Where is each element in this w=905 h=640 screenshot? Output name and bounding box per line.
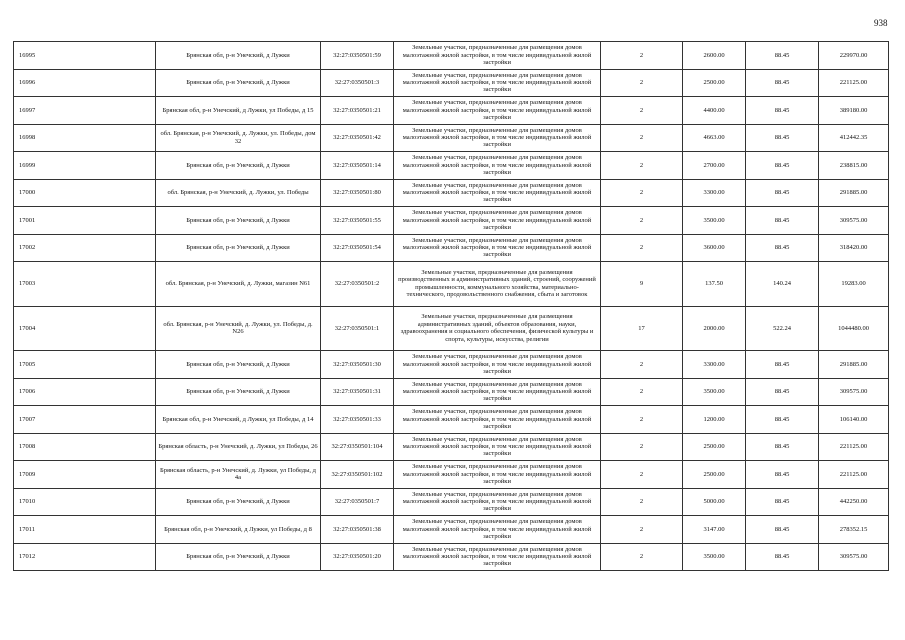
area-cell: 3147.00: [683, 516, 746, 544]
cadastral-value-cell: 221125.00: [819, 433, 889, 461]
row-number-cell: 16997: [14, 97, 156, 125]
row-number-cell: 17006: [14, 378, 156, 406]
specific-value-cell: 88.45: [746, 433, 819, 461]
table-row: [14, 207, 889, 235]
cadastral-value-cell: 221125.00: [819, 69, 889, 97]
row-number-cell: 17004: [14, 306, 156, 351]
cadastral-number-cell: 32:27:0350501:2: [321, 262, 394, 307]
cadastral-value-cell: 229970.00: [819, 42, 889, 70]
land-use-category-cell: Земельные участки, предназначенные для размещения домов малоэтажной жилой застройки, в том числе индивидуальной жилой застройки: [394, 351, 601, 379]
address-cell: Брянская обл, р-н Унечский, д Лужки, ул Победы, д 14: [156, 406, 321, 434]
cadastral-number-cell: 32:27:0350501:30: [321, 351, 394, 379]
row-number-cell: 17008: [14, 433, 156, 461]
group-number-cell: 2: [601, 543, 683, 571]
cadastral-value-cell: 291885.00: [819, 179, 889, 207]
land-use-category-cell: Земельные участки, предназначенные для размещения домов малоэтажной жилой застройки, в том числе индивидуальной жилой застройки: [394, 207, 601, 235]
cadastral-value-cell: 442250.00: [819, 488, 889, 516]
address-cell: Брянская обл, р-н Унечский, д Лужки: [156, 488, 321, 516]
cadastral-number-cell: 32:27:0350501:1: [321, 306, 394, 351]
specific-value-cell: 88.45: [746, 488, 819, 516]
group-number-cell: 2: [601, 488, 683, 516]
group-number-cell: 2: [601, 152, 683, 180]
area-cell: 3600.00: [683, 234, 746, 262]
table-row: [14, 69, 889, 97]
group-number-cell: 2: [601, 42, 683, 70]
cadastral-number-cell: 32:27:0350501:7: [321, 488, 394, 516]
address-cell: Брянская обл, р-н Унечский, д Лужки: [156, 152, 321, 180]
specific-value-cell: 88.45: [746, 543, 819, 571]
land-use-category-cell: Земельные участки, предназначенные для размещения домов малоэтажной жилой застройки, в том числе индивидуальной жилой застройки: [394, 42, 601, 70]
cadastral-value-cell: 318420.00: [819, 234, 889, 262]
cadastral-value-cell: 291885.00: [819, 351, 889, 379]
area-cell: 2500.00: [683, 461, 746, 489]
specific-value-cell: 88.45: [746, 179, 819, 207]
group-number-cell: 9: [601, 262, 683, 307]
area-cell: 3300.00: [683, 351, 746, 379]
specific-value-cell: 88.45: [746, 461, 819, 489]
table-row: [14, 179, 889, 207]
area-cell: 137.50: [683, 262, 746, 307]
row-number-cell: 17011: [14, 516, 156, 544]
specific-value-cell: 88.45: [746, 207, 819, 235]
specific-value-cell: 88.45: [746, 378, 819, 406]
land-use-category-cell: Земельные участки, предназначенные для размещения домов малоэтажной жилой застройки, в том числе индивидуальной жилой застройки: [394, 516, 601, 544]
table-row: [14, 351, 889, 379]
table-row: [14, 461, 889, 489]
cadastral-number-cell: 32:27:0350501:80: [321, 179, 394, 207]
row-number-cell: 17012: [14, 543, 156, 571]
area-cell: 2700.00: [683, 152, 746, 180]
specific-value-cell: 88.45: [746, 124, 819, 152]
table-row: [14, 42, 889, 70]
address-cell: Брянская обл, р-н Унечский, д Лужки: [156, 378, 321, 406]
address-cell: Брянская обл, р-н Унечский, д Лужки: [156, 69, 321, 97]
cadastral-number-cell: 32:27:0350501:20: [321, 543, 394, 571]
area-cell: 2000.00: [683, 306, 746, 351]
specific-value-cell: 88.45: [746, 152, 819, 180]
group-number-cell: 2: [601, 351, 683, 379]
address-cell: Брянская обл, р-н Унечский, д Лужки: [156, 42, 321, 70]
specific-value-cell: 88.45: [746, 42, 819, 70]
row-number-cell: 17003: [14, 262, 156, 307]
row-number-cell: 16995: [14, 42, 156, 70]
cadastral-value-cell: 309575.00: [819, 543, 889, 571]
specific-value-cell: 88.45: [746, 97, 819, 125]
address-cell: обл. Брянская, р-н Унечский, д. Лужки, ул. Победы, д. N26: [156, 306, 321, 351]
land-use-category-cell: Земельные участки, предназначенные для размещения домов малоэтажной жилой застройки, в том числе индивидуальной жилой застройки: [394, 234, 601, 262]
table-row: [14, 433, 889, 461]
row-number-cell: 17001: [14, 207, 156, 235]
table-row: [14, 152, 889, 180]
cadastral-value-cell: 106140.00: [819, 406, 889, 434]
table-row: [14, 543, 889, 571]
group-number-cell: 2: [601, 124, 683, 152]
area-cell: 5000.00: [683, 488, 746, 516]
address-cell: Брянская обл, р-н Унечский, д Лужки, ул Победы, д 8: [156, 516, 321, 544]
land-use-category-cell: Земельные участки, предназначенные для размещения домов малоэтажной жилой застройки, в том числе индивидуальной жилой застройки: [394, 69, 601, 97]
address-cell: Брянская обл, р-н Унечский, д Лужки: [156, 207, 321, 235]
group-number-cell: 2: [601, 207, 683, 235]
cadastral-value-cell: 309575.00: [819, 207, 889, 235]
cadastral-value-cell: 309575.00: [819, 378, 889, 406]
table-row: [14, 234, 889, 262]
address-cell: обл. Брянская, р-н Унечский, д. Лужки, ул. Победы: [156, 179, 321, 207]
group-number-cell: 2: [601, 406, 683, 434]
specific-value-cell: 88.45: [746, 516, 819, 544]
address-cell: Брянская обл, р-н Унечский, д Лужки: [156, 351, 321, 379]
address-cell: обл. Брянская, р-н Унечский, д. Лужки, магазин N61: [156, 262, 321, 307]
specific-value-cell: 522.24: [746, 306, 819, 351]
row-number-cell: 17010: [14, 488, 156, 516]
area-cell: 4663.00: [683, 124, 746, 152]
row-number-cell: 17007: [14, 406, 156, 434]
area-cell: 4400.00: [683, 97, 746, 125]
table-row: [14, 488, 889, 516]
cadastral-number-cell: 32:27:0350501:54: [321, 234, 394, 262]
row-number-cell: 17005: [14, 351, 156, 379]
table-body: [14, 42, 889, 571]
land-use-category-cell: Земельные участки, предназначенные для размещения домов малоэтажной жилой застройки, в том числе индивидуальной жилой застройки: [394, 97, 601, 125]
row-number-cell: 17000: [14, 179, 156, 207]
cadastral-number-cell: 32:27:0350501:104: [321, 433, 394, 461]
group-number-cell: 2: [601, 234, 683, 262]
cadastral-value-cell: 278352.15: [819, 516, 889, 544]
address-cell: Брянская обл, р-н Унечский, д Лужки: [156, 543, 321, 571]
area-cell: 1200.00: [683, 406, 746, 434]
area-cell: 3300.00: [683, 179, 746, 207]
land-use-category-cell: Земельные участки, предназначенные для размещения домов малоэтажной жилой застройки, в том числе индивидуальной жилой застройки: [394, 488, 601, 516]
land-use-category-cell: Земельные участки, предназначенные для размещения домов малоэтажной жилой застройки, в том числе индивидуальной жилой застройки: [394, 543, 601, 571]
table-row: [14, 406, 889, 434]
cadastral-value-table: [13, 41, 889, 571]
row-number-cell: 16998: [14, 124, 156, 152]
address-cell: Брянская обл, р-н Унечский, д Лужки: [156, 234, 321, 262]
row-number-cell: 17009: [14, 461, 156, 489]
specific-value-cell: 88.45: [746, 234, 819, 262]
cadastral-number-cell: 32:27:0350501:14: [321, 152, 394, 180]
cadastral-value-cell: 238815.00: [819, 152, 889, 180]
table-row: [14, 97, 889, 125]
land-use-category-cell: Земельные участки, предназначенные для размещения административных зданий, объектов образования, науки, здравоохранения и социального обеспечения, физической культуры и спорта, культуры, искусства, религии: [394, 306, 601, 351]
cadastral-number-cell: 32:27:0350501:31: [321, 378, 394, 406]
group-number-cell: 2: [601, 97, 683, 125]
group-number-cell: 2: [601, 179, 683, 207]
area-cell: 3500.00: [683, 543, 746, 571]
cadastral-number-cell: 32:27:0350501:3: [321, 69, 394, 97]
group-number-cell: 2: [601, 516, 683, 544]
group-number-cell: 17: [601, 306, 683, 351]
cadastral-number-cell: 32:27:0350501:38: [321, 516, 394, 544]
cadastral-number-cell: 32:27:0350501:21: [321, 97, 394, 125]
cadastral-number-cell: 32:27:0350501:33: [321, 406, 394, 434]
cadastral-number-cell: 32:27:0350501:59: [321, 42, 394, 70]
land-use-category-cell: Земельные участки, предназначенные для размещения домов малоэтажной жилой застройки, в том числе индивидуальной жилой застройки: [394, 152, 601, 180]
specific-value-cell: 140.24: [746, 262, 819, 307]
area-cell: 2500.00: [683, 433, 746, 461]
row-number-cell: 16999: [14, 152, 156, 180]
area-cell: 3500.00: [683, 378, 746, 406]
table-row: [14, 378, 889, 406]
land-use-category-cell: Земельные участки, предназначенные для размещения домов малоэтажной жилой застройки, в том числе индивидуальной жилой застройки: [394, 461, 601, 489]
cadastral-number-cell: 32:27:0350501:42: [321, 124, 394, 152]
area-cell: 2600.00: [683, 42, 746, 70]
row-number-cell: 17002: [14, 234, 156, 262]
land-use-category-cell: Земельные участки, предназначенные для размещения домов малоэтажной жилой застройки, в том числе индивидуальной жилой застройки: [394, 433, 601, 461]
group-number-cell: 2: [601, 69, 683, 97]
specific-value-cell: 88.45: [746, 351, 819, 379]
table-row: [14, 124, 889, 152]
land-use-category-cell: Земельные участки, предназначенные для размещения домов малоэтажной жилой застройки, в том числе индивидуальной жилой застройки: [394, 378, 601, 406]
group-number-cell: 2: [601, 378, 683, 406]
specific-value-cell: 88.45: [746, 69, 819, 97]
specific-value-cell: 88.45: [746, 406, 819, 434]
land-use-category-cell: Земельные участки, предназначенные для размещения домов малоэтажной жилой застройки, в том числе индивидуальной жилой застройки: [394, 179, 601, 207]
cadastral-value-cell: 221125.00: [819, 461, 889, 489]
cadastral-number-cell: 32:27:0350501:55: [321, 207, 394, 235]
page-number: 938: [874, 18, 888, 28]
table-row: [14, 262, 889, 307]
land-use-category-cell: Земельные участки, предназначенные для размещения домов малоэтажной жилой застройки, в том числе индивидуальной жилой застройки: [394, 124, 601, 152]
land-use-category-cell: Земельные участки, предназначенные для размещения производственных и административных зданий, строений, сооружений промышленности, коммунального хозяйства, материально-технического, продовольственного снабжения, сбыта и заготовок: [394, 262, 601, 307]
table-row: [14, 306, 889, 351]
row-number-cell: 16996: [14, 69, 156, 97]
cadastral-number-cell: 32:27:0350501:102: [321, 461, 394, 489]
cadastral-value-cell: 412442.35: [819, 124, 889, 152]
group-number-cell: 2: [601, 433, 683, 461]
address-cell: обл. Брянская, р-н Унечский, д. Лужки, ул. Победы, дом 32: [156, 124, 321, 152]
address-cell: Брянская обл, р-н Унечский, д Лужки, ул Победы, д 15: [156, 97, 321, 125]
address-cell: Брянская область, р-н Унечский, д. Лужки, ул Победы, 26: [156, 433, 321, 461]
area-cell: 3500.00: [683, 207, 746, 235]
address-cell: Брянская область, р-н Унечский, д. Лужки, ул Победы, д 4а: [156, 461, 321, 489]
area-cell: 2500.00: [683, 69, 746, 97]
land-use-category-cell: Земельные участки, предназначенные для размещения домов малоэтажной жилой застройки, в том числе индивидуальной жилой застройки: [394, 406, 601, 434]
cadastral-value-cell: 389180.00: [819, 97, 889, 125]
group-number-cell: 2: [601, 461, 683, 489]
cadastral-value-cell: 1044480.00: [819, 306, 889, 351]
cadastral-value-cell: 19283.00: [819, 262, 889, 307]
table-row: [14, 516, 889, 544]
